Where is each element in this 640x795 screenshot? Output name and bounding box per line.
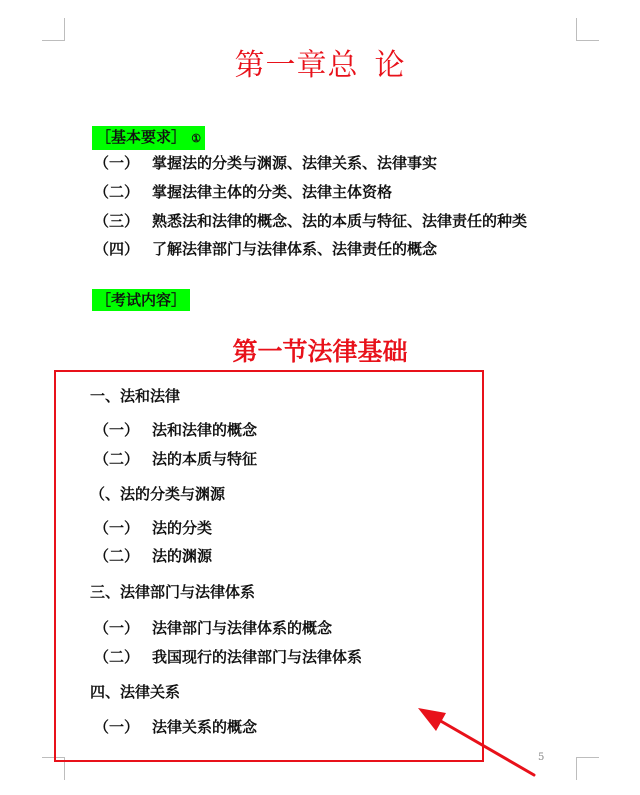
outline-heading-1: 一、法和法律 [90,387,181,405]
requirement-item: （二） 掌握法律主体的分类、法律主体资格 [94,183,393,201]
section-title: 第一节法律基础 [232,337,408,366]
outline-item: （一） 法律部门与法律体系的概念 [94,619,333,637]
outline-heading-4: 四、法律关系 [90,683,181,701]
outline-item: （二） 法的渊源 [94,547,213,565]
requirement-item: （一） 掌握法的分类与渊源、法律关系、法律事实 [94,154,438,172]
chapter-title-tail: 论 [374,48,406,83]
exam-content-label: ［考试内容］ [92,289,190,311]
outline-item: （一） 法的分类 [94,519,213,537]
outline-heading-3: 三、法律部门与法律体系 [90,583,256,601]
footnote-mark: ① [191,132,202,145]
chapter-title-main: 第一章总 [234,48,359,83]
outline-item: （二） 我国现行的法律部门与法律体系 [94,648,363,666]
requirement-item: （四） 了解法律部门与法律体系、法律责任的概念 [94,240,438,258]
outline-item: （一） 法律关系的概念 [94,718,258,736]
outline-item: （二） 法的本质与特征 [94,450,258,468]
requirement-item: （三） 熟悉法和法律的概念、法的本质与特征、法律责任的种类 [94,212,528,230]
basic-requirements-label: ［基本要求］ ① [92,126,205,150]
outline-item: （一） 法和法律的概念 [94,421,258,439]
outline-heading-2: （、法的分类与渊源 [90,485,226,503]
page-number: 5 [538,752,545,763]
